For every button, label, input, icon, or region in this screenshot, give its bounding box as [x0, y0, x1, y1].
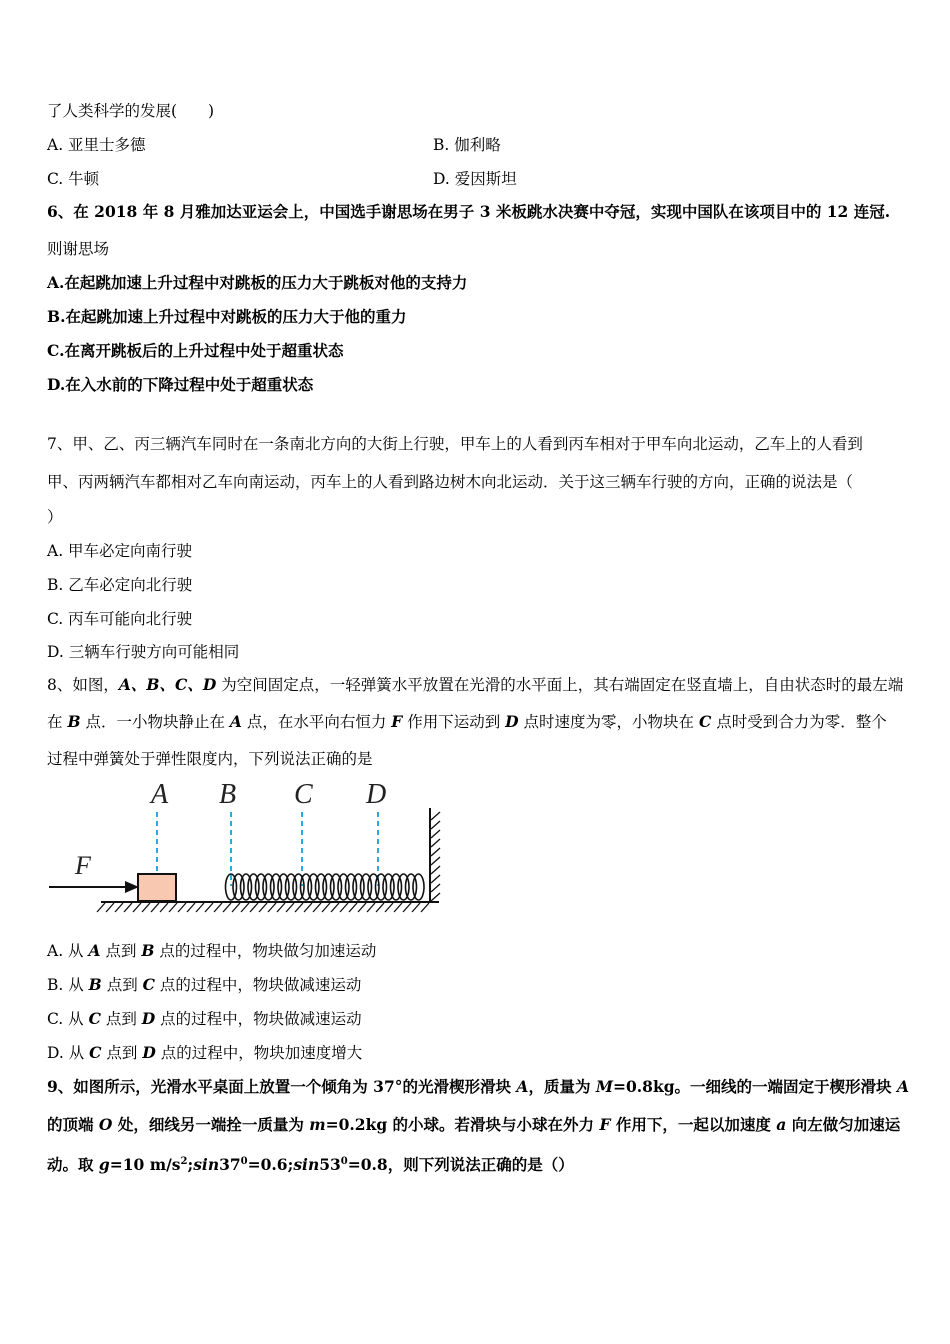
q5-option-d: D. 爱因斯坦 [433, 170, 517, 188]
q8-option-a: A. 从 A 点到 B 点的过程中，物块做匀加速运动 [47, 941, 377, 960]
floor-hatch-stroke [322, 903, 330, 912]
wall-hatch-stroke [431, 866, 440, 874]
floor-hatch-stroke [223, 903, 231, 912]
force-arrow-head [125, 881, 139, 893]
floor-hatch-stroke [259, 903, 267, 912]
floor-hatch-stroke [394, 903, 402, 912]
label-b: B [219, 779, 237, 810]
floor-hatching [97, 903, 429, 912]
q7-option-d: D. 三辆车行驶方向可能相同 [47, 643, 240, 661]
wall-hatch-stroke [431, 839, 440, 847]
floor-hatch-stroke [187, 903, 195, 912]
q5-option-c: C. 牛顿 [47, 170, 100, 188]
floor-hatch-stroke [196, 903, 204, 912]
q9-stem-line3: 动。取 g=10 $m/s^2;\sin 37^0=0.6;\sin 53^0=0.8$，则下列说法正确的是（） [47, 1155, 574, 1175]
floor-hatch-stroke [331, 903, 339, 912]
wall-hatch-stroke [431, 830, 440, 838]
wall-hatch-stroke [431, 875, 440, 883]
floor-hatch-stroke [421, 903, 429, 912]
floor-hatch-stroke [133, 903, 141, 912]
floor-hatch-stroke [277, 903, 285, 912]
q8-stem-line2: 在 B 点．一小物块静止在 A 点，在水平向右恒力 F 作用下运动到 D 点时速度为零，小物块在 C 点时受到合力为零．整个 [47, 712, 887, 731]
spring-coils [226, 874, 425, 900]
q8-option-b: B. 从 B 点到 C 点的过程中，物块做减速运动 [47, 975, 362, 994]
wall-hatch-stroke [431, 848, 440, 856]
label-a: A [151, 779, 169, 810]
force-arrow [49, 851, 139, 893]
floor-hatch-stroke [385, 903, 393, 912]
floor-hatch-stroke [106, 903, 114, 912]
floor-hatch-stroke [124, 903, 132, 912]
label-d: D [366, 779, 387, 810]
floor-hatch-stroke [205, 903, 213, 912]
intro-line: 了人类科学的发展( ) [47, 102, 215, 120]
block [138, 874, 176, 901]
q7-option-c: C. 丙车可能向北行驶 [47, 610, 193, 628]
q5-option-a: A. 亚里士多德 [47, 136, 146, 154]
floor-hatch-stroke [169, 903, 177, 912]
wall-hatching [431, 812, 440, 901]
floor-hatch-stroke [142, 903, 150, 912]
q5-option-b: B. 伽利略 [433, 136, 501, 154]
floor-hatch-stroke [241, 903, 249, 912]
q6-option-a: A.在起跳加速上升过程中对跳板的压力大于跳板对他的支持力 [47, 273, 468, 292]
point-labels [149, 779, 386, 810]
floor-hatch-stroke [232, 903, 240, 912]
q8-option-c: C. 从 C 点到 D 点的过程中，物块做减速运动 [47, 1009, 362, 1028]
floor-hatch-stroke [376, 903, 384, 912]
floor-hatch-stroke [313, 903, 321, 912]
floor-hatch-stroke [286, 903, 294, 912]
floor-hatch-stroke [151, 903, 159, 912]
floor-hatch-stroke [358, 903, 366, 912]
wall-hatch-stroke [431, 812, 440, 820]
q7-stem-line2: 甲、丙两辆汽车都相对乙车向南运动，丙车上的人看到路边树木向北运动．关于这三辆车行驶的方向，正确的说法是（ [47, 473, 854, 491]
floor-hatch-stroke [412, 903, 420, 912]
q7-option-a: A. 甲车必定向南行驶 [47, 542, 193, 560]
wall-hatch-stroke [431, 884, 440, 892]
q9-stem-line1: 9、如图所示，光滑水平桌面上放置一个倾角为 37°的光滑楔形滑块 A，质量为 M=0.8kg。一细线的一端固定于楔形滑块 A [47, 1077, 909, 1096]
q6-option-d: D.在入水前的下降过程中处于超重状态 [47, 375, 314, 394]
q8-stem-line1: 8、如图，A、B、C、D 为空间固定点，一轻弹簧水平放置在光滑的水平面上，其右端固定在竖直墙上，自由状态时的最左端 [47, 675, 904, 694]
q8-option-d: D. 从 C 点到 D 点的过程中，物块加速度增大 [47, 1043, 363, 1062]
floor-hatch-stroke [268, 903, 276, 912]
floor-hatch-stroke [295, 903, 303, 912]
wall-hatch-stroke [431, 857, 440, 865]
label-c: C [294, 779, 313, 810]
q6-stem-line1: 6、在 2018 年 8 月雅加达亚运会上，中国选手谢思场在男子 3 米板跳水决赛中夺冠，实现中国队在该项目中的 12 连冠. [47, 202, 891, 221]
floor-hatch-stroke [349, 903, 357, 912]
wall-hatch-stroke [431, 893, 440, 901]
floor-hatch-stroke [178, 903, 186, 912]
floor-hatch-stroke [340, 903, 348, 912]
q7-stem-line1: 7、甲、乙、丙三辆汽车同时在一条南北方向的大街上行驶，甲车上的人看到丙车相对于甲车向北运动，乙车上的人看到 [47, 435, 863, 453]
floor-hatch-stroke [250, 903, 258, 912]
floor-hatch-stroke [115, 903, 123, 912]
q6-option-c: C.在离开跳板后的上升过程中处于超重状态 [47, 341, 344, 360]
q7-stem-line3: ） [47, 508, 63, 526]
q9-stem-line2: 的顶端 O 处，细线另一端拴一质量为 m=0.2kg 的小球。若滑块与小球在外力 F 作用下，一起以加速度 a 向左做匀加速运 [47, 1115, 901, 1134]
floor-hatch-stroke [160, 903, 168, 912]
floor-hatch-stroke [304, 903, 312, 912]
q7-option-b: B. 乙车必定向北行驶 [47, 576, 193, 594]
floor-hatch-stroke [214, 903, 222, 912]
q6-option-b: B.在起跳加速上升过程中对跳板的压力大于他的重力 [47, 307, 407, 326]
q8-stem-line3: 过程中弹簧处于弹性限度内，下列说法正确的是 [47, 750, 373, 768]
spring-block-figure [47, 776, 447, 916]
force-label: F [75, 851, 91, 880]
floor-hatch-stroke [367, 903, 375, 912]
spring-coil [413, 874, 424, 900]
floor-hatch-stroke [97, 903, 105, 912]
q6-stem-line2: 则谢思场 [47, 240, 110, 258]
floor-hatch-stroke [403, 903, 411, 912]
wall-hatch-stroke [431, 821, 440, 829]
